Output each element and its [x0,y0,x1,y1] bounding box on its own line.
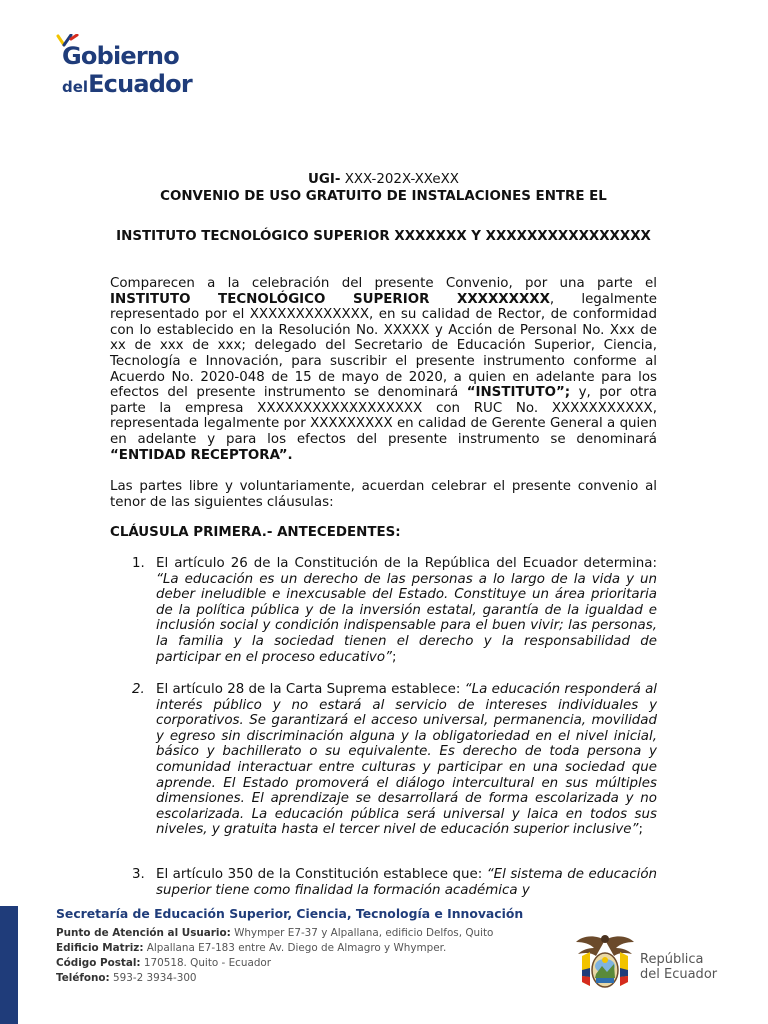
gobierno-ecuador-logo [56,34,206,100]
footer-line-label: Punto de Atención al Usuario: [56,927,231,939]
logo-line-2-big: Ecuador [88,70,192,98]
list-item-end: ; [638,822,643,838]
logo-line-2 [62,70,192,98]
footer-line [56,971,536,986]
footer-contact [56,906,536,986]
footer-line-value: Whymper E7-37 y Alpallana, edificio Delfos, Quito [230,927,494,939]
list-item-number: 1. [132,556,145,571]
list-item-intro: El artículo 28 de la Carta Suprema establece: [156,682,465,697]
parties-institute-alias: “INSTITUTO”; [466,385,571,401]
footer-accent-bar [0,906,18,1024]
agreement-paragraph: Las partes libre y voluntariamente, acuerdan celebrar el presente convenio al tenor de las siguientes cláusulas: [110,479,657,510]
parties-text-c: , legalmente representado por el XXXXXXXXXXXXX, en su calidad de Rector, de conformidad con lo establecido en la Resolución No. XXXXX y Acción de Personal No. Xxx de xx de xxx de xxx; delegado del Secretario de Educación Superior, Ciencia, Tecnología e Innovación, para suscribir el presente instrumento conforme al Acuerdo No. 2020-048 de 15 de mayo de 2020, a quien en adelante para los efectos del presente instrumento se denominará [110,291,657,401]
footer-line-label: Teléfono: [56,972,110,984]
list-item-text [156,867,657,898]
list-item-text [156,682,657,838]
footer-line-label: Código Postal: [56,957,141,969]
clause-title: CLÁUSULA PRIMERA.- ANTECEDENTES: [110,525,401,540]
parties-entity-alias: “ENTIDAD RECEPTORA”. [110,447,293,463]
footer-line [56,926,536,941]
logo-line-1: Gobierno [62,42,179,70]
republica-line-1: República [640,952,704,967]
parties-paragraph [110,276,657,463]
list-item-intro: El artículo 350 de la Constitución establece que: [156,867,487,882]
list-item-number: 3. [132,867,145,882]
republica-line-2: del Ecuador [640,967,718,982]
document-title-line-1: CONVENIO DE USO GRATUITO DE INSTALACIONES ENTRE EL [160,189,607,204]
list-item-end: ; [391,649,397,665]
list-item [132,867,657,899]
list-item [132,556,657,665]
list-item-quote: “La educación es un derecho de las personas a lo largo de la vida y un deber ineludible e inexcusable del Estado. Constituye un área prioritaria de la política pública y de la inversión estatal, garantía de la igualdad e inclusión social y condición indispensable para el buen vivir; las personas, la familia y la sociedad tienen el derecho y la responsabilidad de participar en el proceso educativo” [156,571,657,665]
footer-secretaria: Secretaría de Educación Superior, Ciencia, Tecnología e Innovación [56,906,524,921]
footer-line [56,956,536,971]
coat-of-arms-icon [574,930,636,994]
document-code-label: UGI- [308,172,341,187]
list-item [132,682,657,838]
footer-line-value: 170518. Quito - Ecuador [140,957,272,969]
logo-line-2-small: del [62,78,89,96]
footer-line-value: 593-2 3934-300 [109,972,197,984]
parties-institute-name: INSTITUTO TECNOLÓGICO SUPERIOR XXXXXXXXX [110,291,550,307]
list-item-text [156,556,657,665]
parties-text-e: y, por otra parte la empresa XXXXXXXXXXXXXXXXXX con RUC No. XXXXXXXXXXX, representada legalmente por XXXXXXXXX en calidad de Gerente General a quien en adelante y para los efectos del presente instrumento se denominará [110,385,657,447]
footer-line [56,941,536,956]
document-code-value: XXX-202X-XXeXX [344,172,459,187]
footer-line-value: Alpallana E7-183 entre Av. Diego de Almagro y Whymper. [143,942,447,954]
list-item-number: 2. [132,682,145,697]
list-item-quote: “La educación responderá al interés público y no estará al servicio de intereses individuales y corporativos. Se garantizará el acceso universal, permanencia, movilidad y egreso sin discriminación alguna y la obligatoriedad en el nivel inicial, básico y bachillerato o su equivalente. Es derecho de toda persona y comunidad interactuar entre culturas y participar en una sociedad que aprende. El Estado promoverá el diálogo intercultural en sus múltiples dimensiones. El aprendizaje se desarrollará de forma escolarizada y no escolarizada. La educación pública será universal y laica en todos sus niveles, y gratuita hasta el tercer nivel de educación superior inclusive” [156,682,658,838]
document-code [110,172,657,188]
list-item-quote: “El sistema de educación superior tiene como finalidad la formación académica y [156,867,657,898]
republica-del-ecuador-label [640,952,717,982]
footer-address-lines [56,926,536,986]
list-item-intro: El artículo 26 de la Constitución de la República del Ecuador determina: [156,556,657,571]
parties-text-a: Comparecen a la celebración del presente Convenio, por una parte el [110,276,657,291]
document-title-line-2: INSTITUTO TECNOLÓGICO SUPERIOR XXXXXXX Y XXXXXXXXXXXXXXXX [116,229,651,244]
footer-line-label: Edificio Matriz: [56,942,144,954]
